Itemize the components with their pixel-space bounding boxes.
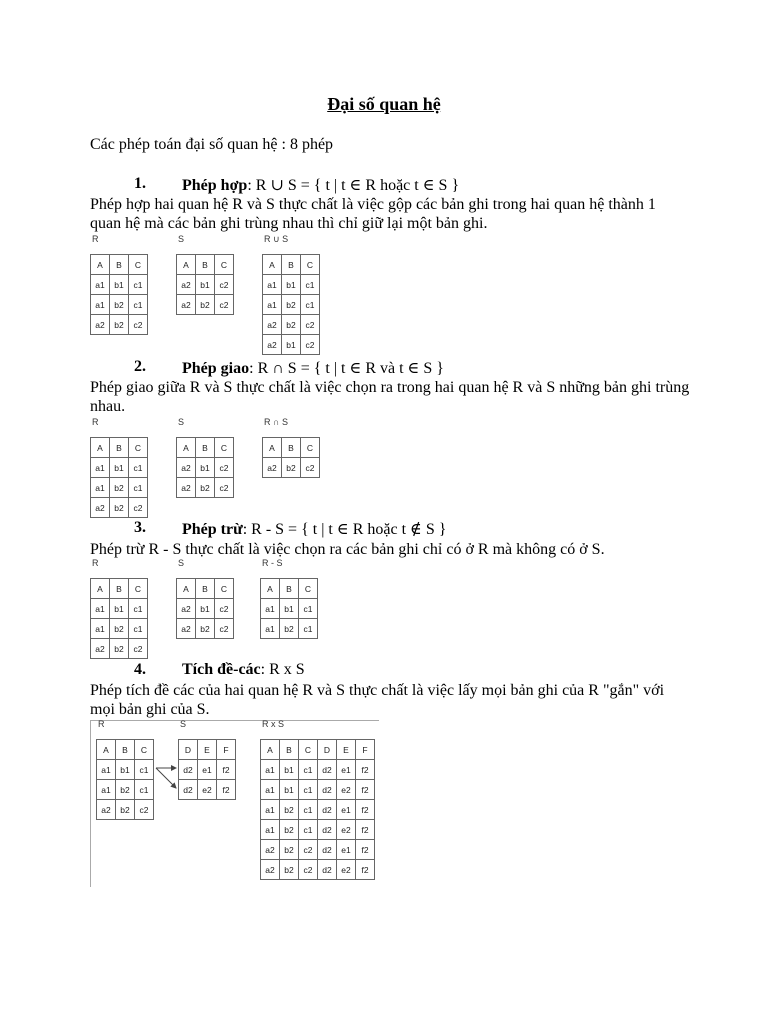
table-cell: e1 (337, 840, 356, 860)
table-header-row (91, 255, 148, 275)
table-cell: c1 (301, 275, 320, 295)
column-header: F (217, 740, 236, 760)
relation-label: R x S (262, 719, 285, 729)
table-cell: d2 (318, 860, 337, 880)
table-cell: c1 (135, 780, 154, 800)
table-cell: e2 (337, 780, 356, 800)
table-cell: a2 (177, 295, 196, 315)
table-cell: a1 (261, 599, 280, 619)
table-cell: b2 (110, 498, 129, 518)
table-cell: a2 (177, 275, 196, 295)
table-cell: b2 (280, 619, 299, 639)
section-formula: : R x S (260, 661, 305, 678)
table-cell: a1 (263, 295, 282, 315)
table-cell: f2 (356, 780, 375, 800)
relation-label: R (92, 417, 99, 427)
table-cell: b1 (282, 335, 301, 355)
table-row (91, 275, 148, 295)
table-cell: c2 (301, 458, 320, 478)
column-header: E (198, 740, 217, 760)
table-cell: b1 (110, 275, 129, 295)
table-cell: c1 (299, 780, 318, 800)
table-cell: a2 (263, 458, 282, 478)
relation-table-result (262, 234, 320, 355)
table-cell: b1 (282, 275, 301, 295)
relation-label: S (178, 417, 185, 427)
table-cell: a2 (177, 619, 196, 639)
relation-grid (176, 578, 234, 639)
table-header-row (177, 255, 234, 275)
table-cell: c1 (129, 619, 148, 639)
relation-label: R ∪ S (264, 234, 289, 244)
column-header: A (177, 255, 196, 275)
column-header: B (196, 438, 215, 458)
column-header: A (177, 579, 196, 599)
relation-grid (90, 578, 148, 659)
table-cell: d2 (318, 780, 337, 800)
column-header: A (91, 255, 110, 275)
column-header: A (261, 740, 280, 760)
table-cell: c1 (301, 295, 320, 315)
table-cell: c1 (129, 478, 148, 498)
table-row (91, 315, 148, 335)
table-cell: a1 (91, 295, 110, 315)
section-number: 4. (134, 661, 146, 678)
table-cell: a2 (91, 498, 110, 518)
table-header-row (261, 740, 375, 760)
table-cell: f2 (356, 820, 375, 840)
table-cell: b2 (282, 458, 301, 478)
table-cell: b2 (282, 295, 301, 315)
table-cell: b2 (280, 820, 299, 840)
relation-grid (260, 739, 375, 880)
relation-table-r (90, 417, 148, 518)
table-row (261, 840, 375, 860)
table-cell: c2 (299, 840, 318, 860)
table-cell: c1 (299, 820, 318, 840)
table-row (263, 315, 320, 335)
table-cell: b1 (110, 458, 129, 478)
table-cell: c2 (215, 619, 234, 639)
table-row (261, 820, 375, 840)
table-cell: f2 (356, 760, 375, 780)
column-header: E (337, 740, 356, 760)
table-cell: a1 (261, 780, 280, 800)
table-cell: a2 (261, 860, 280, 880)
column-header: B (196, 255, 215, 275)
column-header: C (129, 255, 148, 275)
arrow-to-row-2 (156, 768, 176, 788)
page-title: Đại số quan hệ (327, 94, 441, 114)
table-cell: a1 (91, 599, 110, 619)
table-cell: f2 (217, 780, 236, 800)
section-number: 2. (134, 358, 146, 375)
table-cell: a1 (97, 780, 116, 800)
table-cell: e2 (337, 860, 356, 880)
table-cell: a2 (177, 458, 196, 478)
table-cell: b1 (280, 760, 299, 780)
table-cell: c1 (135, 760, 154, 780)
table-header-row (177, 579, 234, 599)
mapping-arrows (154, 758, 194, 798)
column-header: A (91, 579, 110, 599)
table-cell: c2 (299, 860, 318, 880)
section-title (182, 661, 305, 679)
table-cell: d2 (318, 800, 337, 820)
section-title (182, 519, 446, 539)
relation-grid (176, 437, 234, 498)
table-cell: c1 (299, 599, 318, 619)
table-cell: c1 (129, 599, 148, 619)
column-header: C (215, 579, 234, 599)
table-cell: b1 (280, 599, 299, 619)
table-cell: b2 (116, 780, 135, 800)
table-cell: c1 (129, 275, 148, 295)
column-header: C (301, 438, 320, 458)
table-cell: a1 (261, 619, 280, 639)
column-header: B (282, 255, 301, 275)
table-row (263, 295, 320, 315)
relation-table-r (96, 719, 154, 820)
column-header: A (263, 438, 282, 458)
column-header: C (135, 740, 154, 760)
relation-table-s (176, 417, 234, 498)
section-name: Phép trừ (182, 521, 243, 538)
table-cell: c1 (129, 458, 148, 478)
relation-grid (176, 254, 234, 315)
table-row (177, 275, 234, 295)
table-cell: c2 (129, 315, 148, 335)
table-cell: c2 (215, 275, 234, 295)
table-header-row (179, 740, 236, 760)
table-cell: a2 (177, 599, 196, 619)
column-header: B (110, 579, 129, 599)
relation-table-result (260, 558, 318, 639)
column-header: A (91, 438, 110, 458)
table-cell: e1 (337, 800, 356, 820)
table-header-row (177, 438, 234, 458)
table-cell: a1 (263, 275, 282, 295)
column-header: C (299, 579, 318, 599)
table-row (263, 335, 320, 355)
table-row (177, 599, 234, 619)
table-cell: b2 (282, 315, 301, 335)
table-row (177, 478, 234, 498)
table-row (97, 780, 154, 800)
relation-label: S (178, 234, 185, 244)
table-cell: c2 (129, 498, 148, 518)
table-cell: c1 (299, 760, 318, 780)
table-row (97, 800, 154, 820)
table-cell: f2 (356, 800, 375, 820)
table-cell: a1 (261, 820, 280, 840)
table-cell: a2 (97, 800, 116, 820)
table-cell: b1 (116, 760, 135, 780)
table-cell: e2 (337, 820, 356, 840)
relation-table-s (176, 558, 234, 639)
column-header: D (179, 740, 198, 760)
table-cell: a1 (91, 478, 110, 498)
column-header: F (356, 740, 375, 760)
table-cell: a2 (91, 315, 110, 335)
relation-grid (90, 437, 148, 518)
section-description-intersection: Phép giao giữa R và S thực chất là việc chọn ra trong hai quan hệ R và S những bản ghi trùng nhau. (90, 379, 690, 415)
table-cell: b2 (196, 478, 215, 498)
relation-table-result (262, 417, 320, 478)
table-cell: b1 (196, 599, 215, 619)
column-header: C (215, 255, 234, 275)
table-row (263, 275, 320, 295)
relation-table-r (90, 234, 148, 335)
table-row (97, 760, 154, 780)
table-cell: c2 (215, 599, 234, 619)
column-header: A (263, 255, 282, 275)
relation-table-r (90, 558, 148, 659)
table-cell: b2 (280, 840, 299, 860)
table-header-row (263, 438, 320, 458)
table-row (91, 639, 148, 659)
relation-label: R - S (262, 558, 283, 568)
table-header-row (91, 579, 148, 599)
table-cell: a1 (97, 760, 116, 780)
relation-label: S (178, 558, 185, 568)
relation-label: R ∩ S (264, 417, 288, 427)
table-cell: b1 (280, 780, 299, 800)
table-row (263, 458, 320, 478)
table-cell: a1 (261, 760, 280, 780)
table-cell: e1 (337, 760, 356, 780)
section-formula: : R - S = { t | t ∈ R hoặc t ∉ S } (242, 521, 447, 538)
column-header: B (110, 438, 129, 458)
table-row (91, 458, 148, 478)
section-title (182, 175, 459, 195)
column-header: B (116, 740, 135, 760)
table-cell: c2 (129, 639, 148, 659)
table-cell: b2 (110, 315, 129, 335)
table-row (91, 599, 148, 619)
table-cell: b2 (110, 639, 129, 659)
column-header: A (261, 579, 280, 599)
table-cell: c1 (299, 800, 318, 820)
table-cell: b2 (110, 295, 129, 315)
table-cell: a2 (263, 335, 282, 355)
table-cell: d2 (318, 760, 337, 780)
relation-label: R (92, 558, 99, 568)
table-cell: a1 (91, 458, 110, 478)
relation-grid (262, 254, 320, 355)
table-cell: f2 (356, 860, 375, 880)
section-name: Phép giao (182, 360, 250, 377)
section-name: Phép hợp (182, 177, 248, 194)
table-cell: b2 (110, 478, 129, 498)
column-header: A (97, 740, 116, 760)
relation-label: S (180, 719, 187, 729)
relation-grid (96, 739, 154, 820)
table-cell: d2 (179, 760, 198, 780)
column-header: B (196, 579, 215, 599)
intro-text: Các phép toán đại số quan hệ : 8 phép (90, 136, 334, 153)
table-cell: c2 (301, 315, 320, 335)
table-row (261, 860, 375, 880)
column-header: B (280, 740, 299, 760)
section-description-difference: Phép trừ R - S thực chất là việc chọn ra các bản ghi chỉ có ở R mà không có ở S. (90, 541, 605, 558)
column-header: C (129, 579, 148, 599)
table-cell: a2 (263, 315, 282, 335)
table-row (91, 478, 148, 498)
table-cell: c1 (129, 295, 148, 315)
table-cell: a2 (177, 478, 196, 498)
table-cell: c2 (135, 800, 154, 820)
relation-table-result (260, 719, 375, 880)
column-header: D (318, 740, 337, 760)
table-cell: a1 (91, 619, 110, 639)
column-header: B (110, 255, 129, 275)
column-header: C (301, 255, 320, 275)
table-cell: b2 (116, 800, 135, 820)
column-header: A (177, 438, 196, 458)
table-row (91, 295, 148, 315)
table-row (177, 458, 234, 478)
relation-grid (262, 437, 320, 478)
table-cell: b2 (280, 800, 299, 820)
table-cell: d2 (318, 820, 337, 840)
table-cell: b2 (196, 295, 215, 315)
relation-grid (90, 254, 148, 335)
table-cell: a2 (261, 840, 280, 860)
table-row (91, 498, 148, 518)
table-row (261, 619, 318, 639)
table-cell: a1 (261, 800, 280, 820)
table-row (177, 619, 234, 639)
relation-label: R (98, 719, 105, 729)
column-header: C (129, 438, 148, 458)
column-header: B (280, 579, 299, 599)
table-cell: f2 (356, 840, 375, 860)
section-formula: : R ∪ S = { t | t ∈ R hoặc t ∈ S } (247, 177, 460, 194)
section-number: 1. (134, 175, 146, 192)
table-row (261, 760, 375, 780)
table-cell: e1 (198, 760, 217, 780)
table-cell: c2 (215, 458, 234, 478)
table-cell: c2 (215, 478, 234, 498)
table-cell: c1 (299, 619, 318, 639)
section-number: 3. (134, 519, 146, 536)
table-header-row (261, 579, 318, 599)
section-description-cartesian-product: Phép tích đề các của hai quan hệ R và S thực chất là việc lấy mọi bản ghi của R "gắn" với mọi bản ghi của S. (90, 682, 665, 718)
section-name: Tích đề-các (182, 661, 261, 678)
relation-table-s (176, 234, 234, 315)
section-title (182, 358, 444, 378)
table-row (91, 619, 148, 639)
table-cell: b2 (280, 860, 299, 880)
table-cell: b1 (196, 275, 215, 295)
section-formula: : R ∩ S = { t | t ∈ R và t ∈ S } (249, 360, 444, 377)
table-row (261, 800, 375, 820)
table-cell: c2 (301, 335, 320, 355)
column-header: C (299, 740, 318, 760)
table-header-row (97, 740, 154, 760)
relation-label: R (92, 234, 99, 244)
column-header: B (282, 438, 301, 458)
table-cell: b2 (110, 619, 129, 639)
relation-grid (260, 578, 318, 639)
table-cell: b2 (196, 619, 215, 639)
table-cell: b1 (110, 599, 129, 619)
table-cell: d2 (318, 840, 337, 860)
table-cell: f2 (217, 760, 236, 780)
table-cell: c2 (215, 295, 234, 315)
table-cell: e2 (198, 780, 217, 800)
table-cell: b1 (196, 458, 215, 478)
table-row (261, 780, 375, 800)
column-header: C (215, 438, 234, 458)
section-description-union: Phép hợp hai quan hệ R và S thực chất là việc gộp các bản ghi trong hai quan hệ thành 1 quan hệ mà các bản ghi trùng nhau thì chỉ giữ lại một bản ghi. (90, 196, 656, 232)
table-header-row (263, 255, 320, 275)
table-cell: a2 (91, 639, 110, 659)
table-header-row (91, 438, 148, 458)
table-row (261, 599, 318, 619)
table-row (177, 295, 234, 315)
table-cell: d2 (179, 780, 198, 800)
table-cell: a1 (91, 275, 110, 295)
